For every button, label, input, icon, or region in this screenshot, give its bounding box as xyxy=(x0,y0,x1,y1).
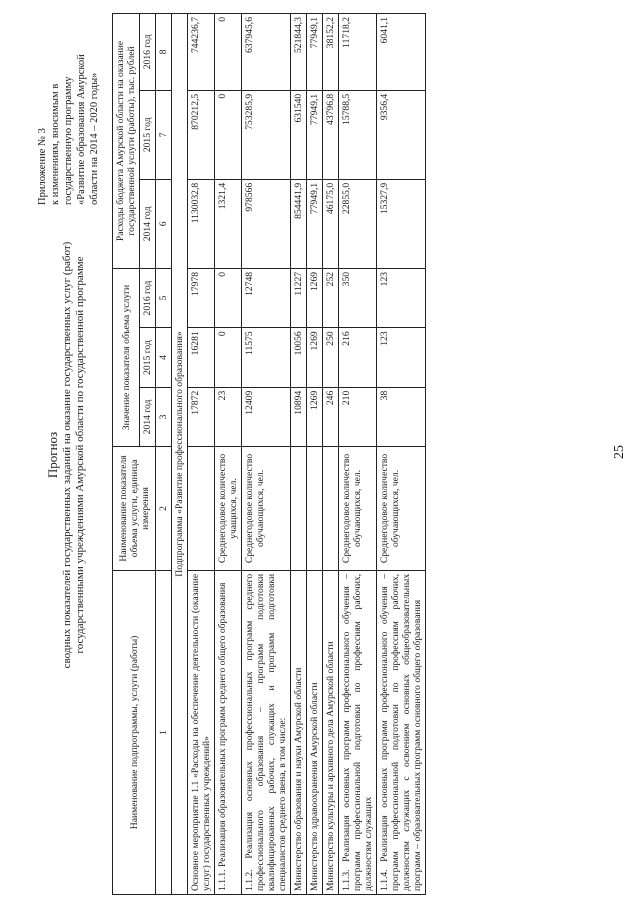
table-cell-v16: 12748 xyxy=(242,268,291,327)
table-cell-indicator: Среднегодовое количество обучающихся, чел. xyxy=(242,447,291,571)
table-cell-v16: 0 xyxy=(215,268,242,327)
subprogram-row xyxy=(172,14,188,895)
table-row xyxy=(339,14,377,895)
table-cell-e14: 46175,0 xyxy=(323,179,339,268)
column-number: 8 xyxy=(156,14,172,91)
table-cell-v14: 23 xyxy=(215,387,242,446)
table-cell-e14: 978566 xyxy=(242,179,291,268)
column-number: 6 xyxy=(156,179,172,268)
column-number: 7 xyxy=(156,90,172,179)
subprogram-title: Подпрограмма «Развитие профессионального образования» xyxy=(172,14,188,895)
table-cell-v16: 123 xyxy=(377,268,426,327)
heading-title: Прогноз xyxy=(45,431,60,479)
header-year: 2016 год xyxy=(140,14,156,91)
table-row xyxy=(215,14,242,895)
table-cell-name: 1.1.3. Реализация основных программ профессионального обучения – программ профессиональной подготовки по профессиям рабочих, должностям служащих xyxy=(339,570,377,894)
forecast-table xyxy=(112,13,426,895)
table-cell-v15: 16281 xyxy=(188,328,215,387)
table-cell-e15: 77949,1 xyxy=(307,90,323,179)
table-cell-e16: 11718,2 xyxy=(339,14,377,91)
table-cell-e14: 1130032,8 xyxy=(188,179,215,268)
appendix-line: Приложение № 3 xyxy=(37,128,48,205)
heading-line: сводных показателей государственных заданий на оказание государственных услуг (работ) xyxy=(61,241,73,669)
column-number: 3 xyxy=(156,387,172,446)
table-cell-e14: 854441,9 xyxy=(291,179,307,268)
appendix-line: области на 2014 – 2020 годы» xyxy=(89,72,100,205)
table-row xyxy=(291,14,307,895)
table-row xyxy=(377,14,426,895)
table-cell-e15: 631540 xyxy=(291,90,307,179)
header-volume: Значение показателя объема услуги xyxy=(113,268,140,446)
table-cell-indicator xyxy=(291,447,307,571)
table-cell-v15: 216 xyxy=(339,328,377,387)
table-cell-v16: 1269 xyxy=(307,268,323,327)
table-cell-v15: 1269 xyxy=(307,328,323,387)
table-cell-name: 1.1.4. Реализация основных программ профессионального обучения – программ профессиональной подготовки по профессиям рабочих, должностям служащих с освоением основных общеобразовательных программ – образовательных программ основного общего образования xyxy=(377,570,426,894)
column-numbers-row xyxy=(156,14,172,895)
table-cell-v16: 252 xyxy=(323,268,339,327)
table-cell-indicator xyxy=(307,447,323,571)
column-number: 5 xyxy=(156,268,172,327)
appendix-note xyxy=(36,15,101,205)
table-cell-v16: 17978 xyxy=(188,268,215,327)
table-cell-e16: 744236,7 xyxy=(188,14,215,91)
table-cell-name: Министерство образования и науки Амурской области xyxy=(291,570,307,894)
table-row xyxy=(323,14,339,895)
header-year: 2016 год xyxy=(140,268,156,327)
table-cell-e15: 870212,5 xyxy=(188,90,215,179)
header-year: 2015 год xyxy=(140,90,156,179)
table-cell-v15: 0 xyxy=(215,328,242,387)
column-number: 1 xyxy=(156,570,172,894)
table-cell-name: Министерство культуры и архивного дела Амурской области xyxy=(323,570,339,894)
heading-line: государственными учреждениями Амурской области по государственной программе xyxy=(74,256,86,654)
table-cell-v15: 123 xyxy=(377,328,426,387)
table-row xyxy=(188,14,215,895)
table-cell-e16: 38152,2 xyxy=(323,14,339,91)
table-cell-name: Основное мероприятие 1.1 «Расходы на обеспечение деятельности (оказание услуг) государственных учреждений» xyxy=(188,570,215,894)
table-cell-v16: 350 xyxy=(339,268,377,327)
table-cell-v14: 12409 xyxy=(242,387,291,446)
table-cell-v14: 38 xyxy=(377,387,426,446)
table-cell-e15: 43796,8 xyxy=(323,90,339,179)
table-cell-e15: 9356,4 xyxy=(377,90,426,179)
table-cell-e14: 77949,1 xyxy=(307,179,323,268)
appendix-line: государственную программу xyxy=(63,76,74,205)
table-cell-e14: 22855,0 xyxy=(339,179,377,268)
table-row xyxy=(307,14,323,895)
table-cell-e14: 15327,9 xyxy=(377,179,426,268)
table-cell-indicator xyxy=(323,447,339,571)
table-cell-v15: 10056 xyxy=(291,328,307,387)
table-cell-indicator xyxy=(188,447,215,571)
table-cell-v14: 17872 xyxy=(188,387,215,446)
table-cell-v14: 10894 xyxy=(291,387,307,446)
header-year: 2015 год xyxy=(140,328,156,387)
column-number: 2 xyxy=(156,447,172,571)
table-cell-e15: 0 xyxy=(215,90,242,179)
table-cell-e16: 637945,6 xyxy=(242,14,291,91)
table-cell-v15: 11575 xyxy=(242,328,291,387)
table-cell-indicator: Среднегодовое количество обучающихся, чел. xyxy=(377,447,426,571)
appendix-line: «Развитие образования Амурской xyxy=(76,54,87,205)
table-cell-e16: 77949,1 xyxy=(307,14,323,91)
column-number: 4 xyxy=(156,328,172,387)
table-cell-e15: 753285,9 xyxy=(242,90,291,179)
header-year: 2014 год xyxy=(140,179,156,268)
table-cell-indicator: Среднегодовое количество обучающихся, чел. xyxy=(339,447,377,571)
table-cell-v14: 246 xyxy=(323,387,339,446)
page-number: 25 xyxy=(612,445,627,459)
table-cell-e16: 521844,3 xyxy=(291,14,307,91)
table-row xyxy=(242,14,291,895)
table-cell-v14: 210 xyxy=(339,387,377,446)
table-cell-e15: 15788,5 xyxy=(339,90,377,179)
table-cell-e16: 0 xyxy=(215,14,242,91)
table-cell-e14: 1321,4 xyxy=(215,179,242,268)
table-cell-v16: 11227 xyxy=(291,268,307,327)
header-expenses: Расходы бюджета Амурской области на оказание государственной услуги (работы), тыс. рублей xyxy=(113,14,140,269)
header-name: Наименование подпрограммы, услуги (работы) xyxy=(113,570,156,894)
table-cell-name: Министерство здравоохранения Амурской области xyxy=(307,570,323,894)
header-indicator: Наименование показателя объема услуги, единица измерения xyxy=(113,447,156,571)
document-heading xyxy=(46,195,87,715)
table-cell-v14: 1269 xyxy=(307,387,323,446)
table-cell-v15: 250 xyxy=(323,328,339,387)
table-cell-indicator: Среднегодовое количество учащихся, чел. xyxy=(215,447,242,571)
table-cell-name: 1.1.2. Реализация основных профессиональных программ среднего профессионального образования – программ подготовки квалифицированных рабочих, служащих и программ подготовки специалистов среднего звена, в том числе: xyxy=(242,570,291,894)
header-row xyxy=(113,14,140,895)
table-cell-name: 1.1.1. Реализация образовательных программ среднего общего образования xyxy=(215,570,242,894)
table-cell-e16: 6041,1 xyxy=(377,14,426,91)
appendix-line: к изменениям, вносимым в xyxy=(50,83,61,205)
header-year: 2014 год xyxy=(140,387,156,446)
